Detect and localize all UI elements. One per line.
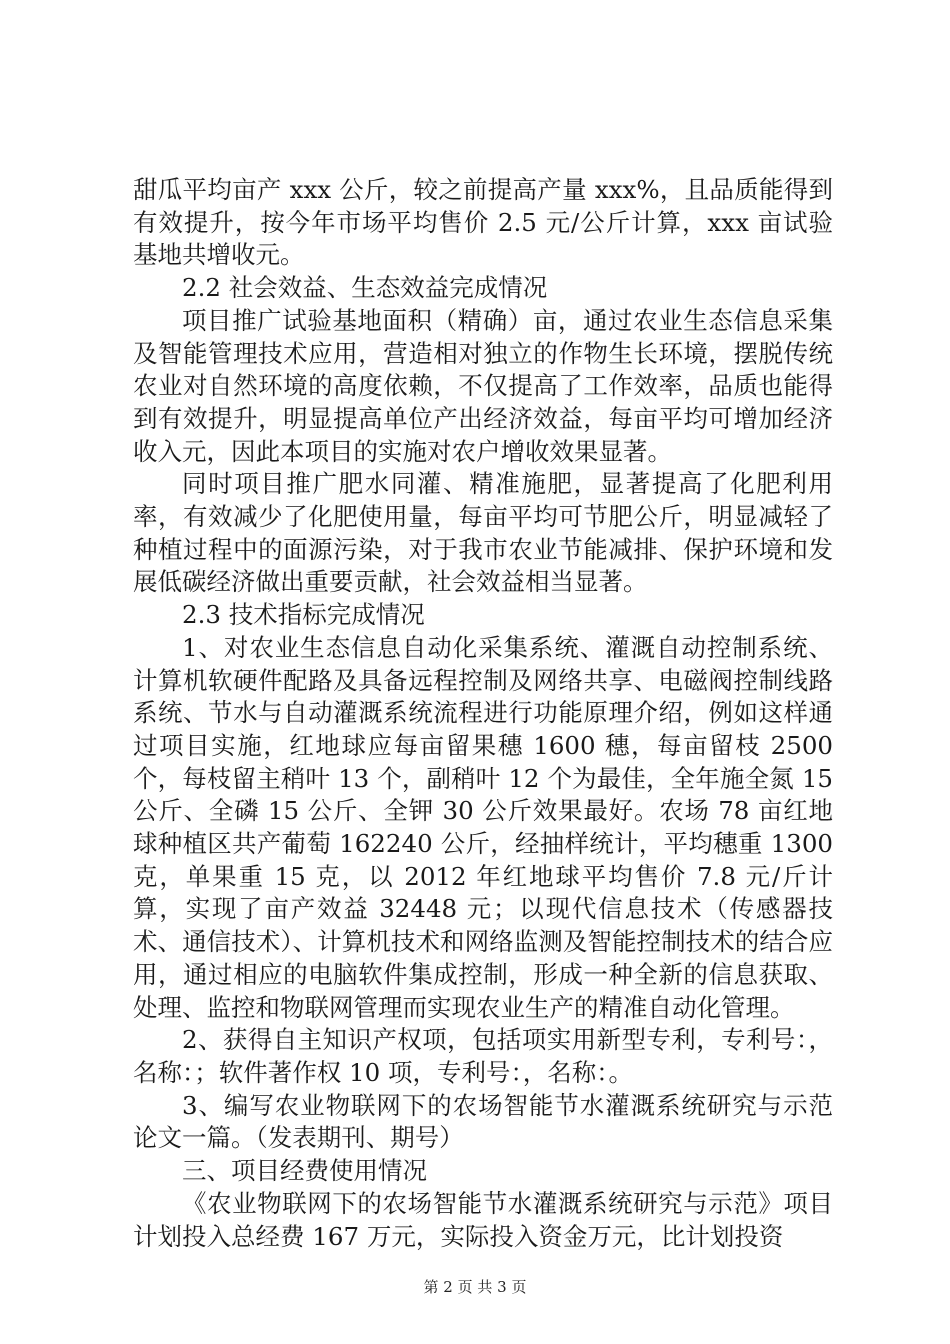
section-heading-2-3: 2.3 技术指标完成情况	[182, 600, 425, 630]
paragraph-tech-item-3: 3、编写农业物联网下的农场智能节水灌溉系统研究与示范论文一篇。（发表期刊、期号）	[133, 1090, 833, 1153]
paragraph-melon-yield: 甜瓜平均亩产 xxx 公斤，较之前提高产量 xxx%，且品质能得到有效提升，按今年市场平均售价 2.5 元/公斤计算，xxx 亩试验基地共增收元。	[133, 175, 833, 270]
paragraph-social-benefit: 项目推广试验基地面积（精确）亩，通过农业生态信息采集及智能管理技术应用，营造相对独立的作物生长环境，摆脱传统农业对自然环境的高度依赖，不仅提高了工作效率，品质也能得到有效提升，明显提高单位产出经济效益，每亩平均可增加经济收入元，因此本项目的实施对农户增收效果显著。	[133, 305, 833, 466]
page-footer: 第 2 页 共 3 页	[423, 1278, 527, 1296]
paragraph-tech-item-2: 2、获得自主知识产权项，包括项实用新型专利，专利号：，名称：；软件著作权 10 项，专利号：，名称：。	[133, 1025, 833, 1087]
section-heading-3: 三、项目经费使用情况	[182, 1156, 427, 1186]
paragraph-fertilizer: 同时项目推广肥水同灌、精准施肥，显著提高了化肥利用率，有效减少了化肥使用量，每亩平均可节肥公斤，明显减轻了种植过程中的面源污染，对于我市农业节能减排、保护环境和发展低碳经济做出重要贡献，社会效益相当显著。	[133, 469, 833, 597]
document-body	[133, 174, 833, 1253]
section-heading-2-2: 2.2 社会效益、生态效益完成情况	[182, 273, 548, 303]
paragraph-tech-item-1: 1、对农业生态信息自动化采集系统、灌溉自动控制系统、计算机软硬件配路及具备远程控制及网络共享、电磁阀控制线路系统、节水与自动灌溉系统流程进行功能原理介绍，例如这样通过项目实施，红地球应每亩留果穗 1600 穗，每亩留枝 2500 个，每枝留主稍叶 13 个，副稍叶 12 个为最佳，全年施全氮 15 公斤、全磷 15 公斤、全钾 30 公斤效果最好。农场 78 亩红地球种植区共产葡萄 162240 公斤，经抽样统计，平均穗重 1300 克，单果重 15 克，以 2012 年红地球平均售价 7.8 元/斤计算，实现了亩产效益 32448 元；以现代信息技术（传感器技术、通信技术）、计算机技术和网络监测及智能控制技术的结合应用，通过相应的电脑软件集成控制，形成一种全新的信息获取、处理、监控和物联网管理而实现农业生产的精准自动化管理。	[133, 632, 833, 1022]
paragraph-funding: 《农业物联网下的农场智能节水灌溉系统研究与示范》项目计划投入总经费 167 万元，实际投入资金万元，比计划投资	[133, 1188, 833, 1251]
